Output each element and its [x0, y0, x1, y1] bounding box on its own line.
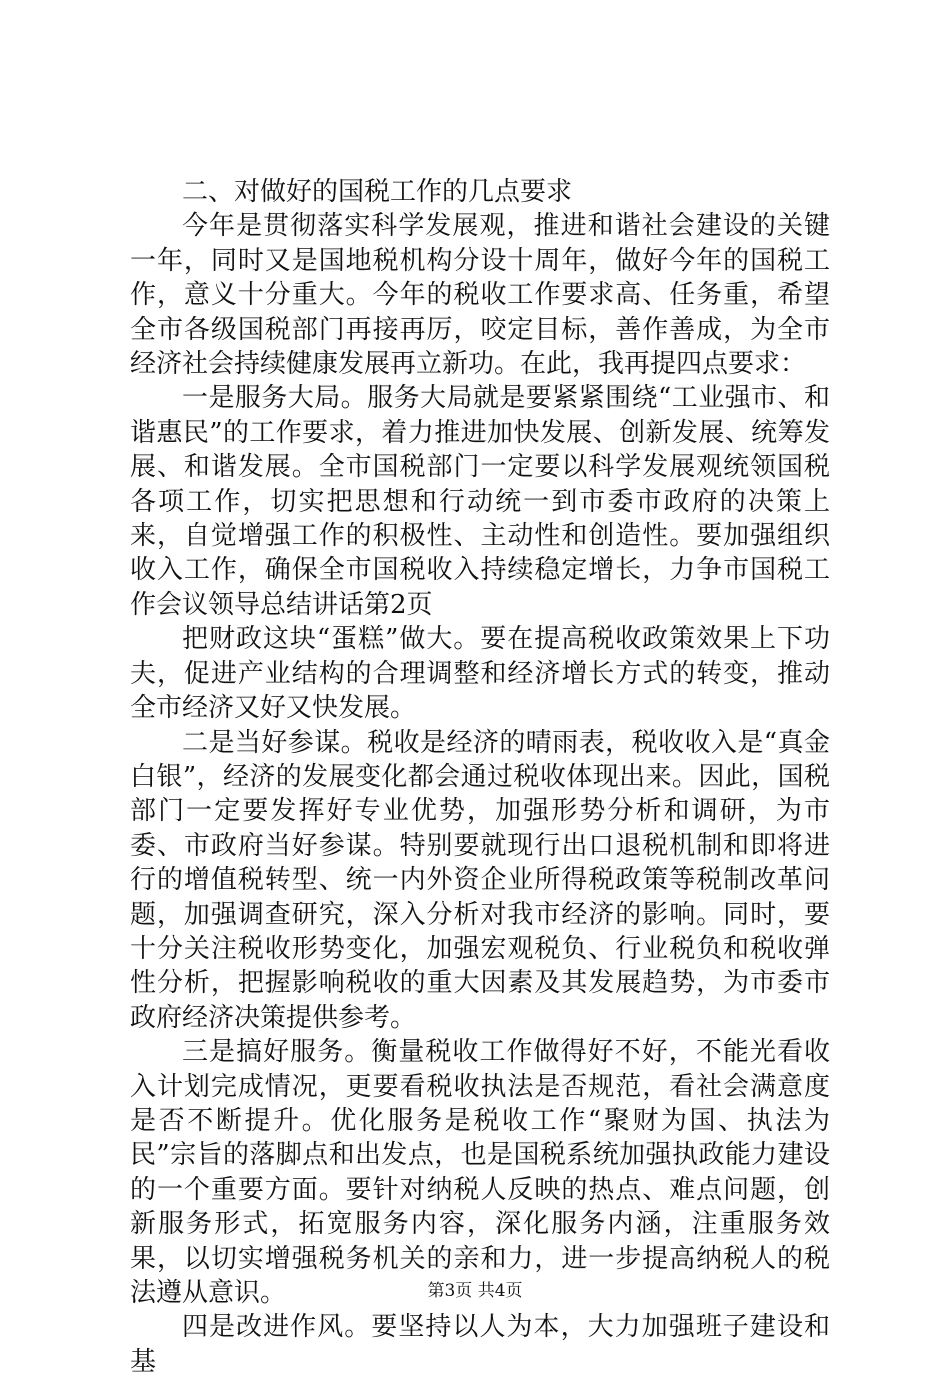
- section-heading: 二、对做好的国税工作的几点要求: [182, 177, 573, 207]
- paragraph: 今年是贯彻落实科学发展观，推进和谐社会建设的关键一年，同时又是国地税机构分设十周年，做好今年的国税工作，意义十分重大。今年的税收工作要求高、任务重，希望全市各级国税部门再接再厉，咬定目标，善作善成，为全市经济社会持续健康发展再立新功。在此，我再提四点要求：: [130, 211, 830, 380]
- paragraph: 四是改进作风。要坚持以人为本，大力加强班子建设和基: [130, 1312, 830, 1377]
- paragraph: 三是搞好服务。衡量税收工作做得好不好，不能光看收入计划完成情况，更要看税收执法是否规范，看社会满意度是否不断提升。优化服务是税收工作“聚财为国、执法为民”宗旨的落脚点和出发点，也是国税系统加强执政能力建设的一个重要方面。要针对纳税人反映的热点、难点问题，创新服务形式，拓宽服务内容，深化服务内涵，注重服务效果，以切实增强税务机关的亲和力，进一步提高纳税人的税法遵从意识。: [130, 1037, 830, 1308]
- paragraph: 一是服务大局。服务大局就是要紧紧围绕“工业强市、和谐惠民”的工作要求，着力推进加快发展、创新发展、统筹发展、和谐发展。全市国税部门一定要以科学发展观统领国税各项工作，切实把思想和行动统一到市委市政府的决策上来，自觉增强工作的积极性、主动性和创造性。要加强组织收入工作，确保全市国税收入持续稳定增长，力争市国税工作会议领导总结讲话第2页: [130, 383, 830, 620]
- paragraph: 把财政这块“蛋糕”做大。要在提高税收政策效果上下功夫，促进产业结构的合理调整和经济增长方式的转变，推动全市经济又好又快发展。: [130, 624, 830, 724]
- page-footer: 第3页 共4页: [427, 1281, 523, 1301]
- paragraph: 二是当好参谋。税收是经济的晴雨表，税收收入是“真金白银”，经济的发展变化都会通过税收体现出来。因此，国税部门一定要发挥好专业优势，加强形势分析和调研，为市委、市政府当好参谋。特别要就现行出口退税机制和即将进行的增值税转型、统一内外资企业所得税政策等税制改革问题，加强调查研究，深入分析对我市经济的影响。同时，要十分关注税收形势变化，加强宏观税负、行业税负和税收弹性分析，把握影响税收的重大因素及其发展趋势，为市委市政府经济决策提供参考。: [130, 727, 830, 1033]
- document-body: [130, 175, 830, 1379]
